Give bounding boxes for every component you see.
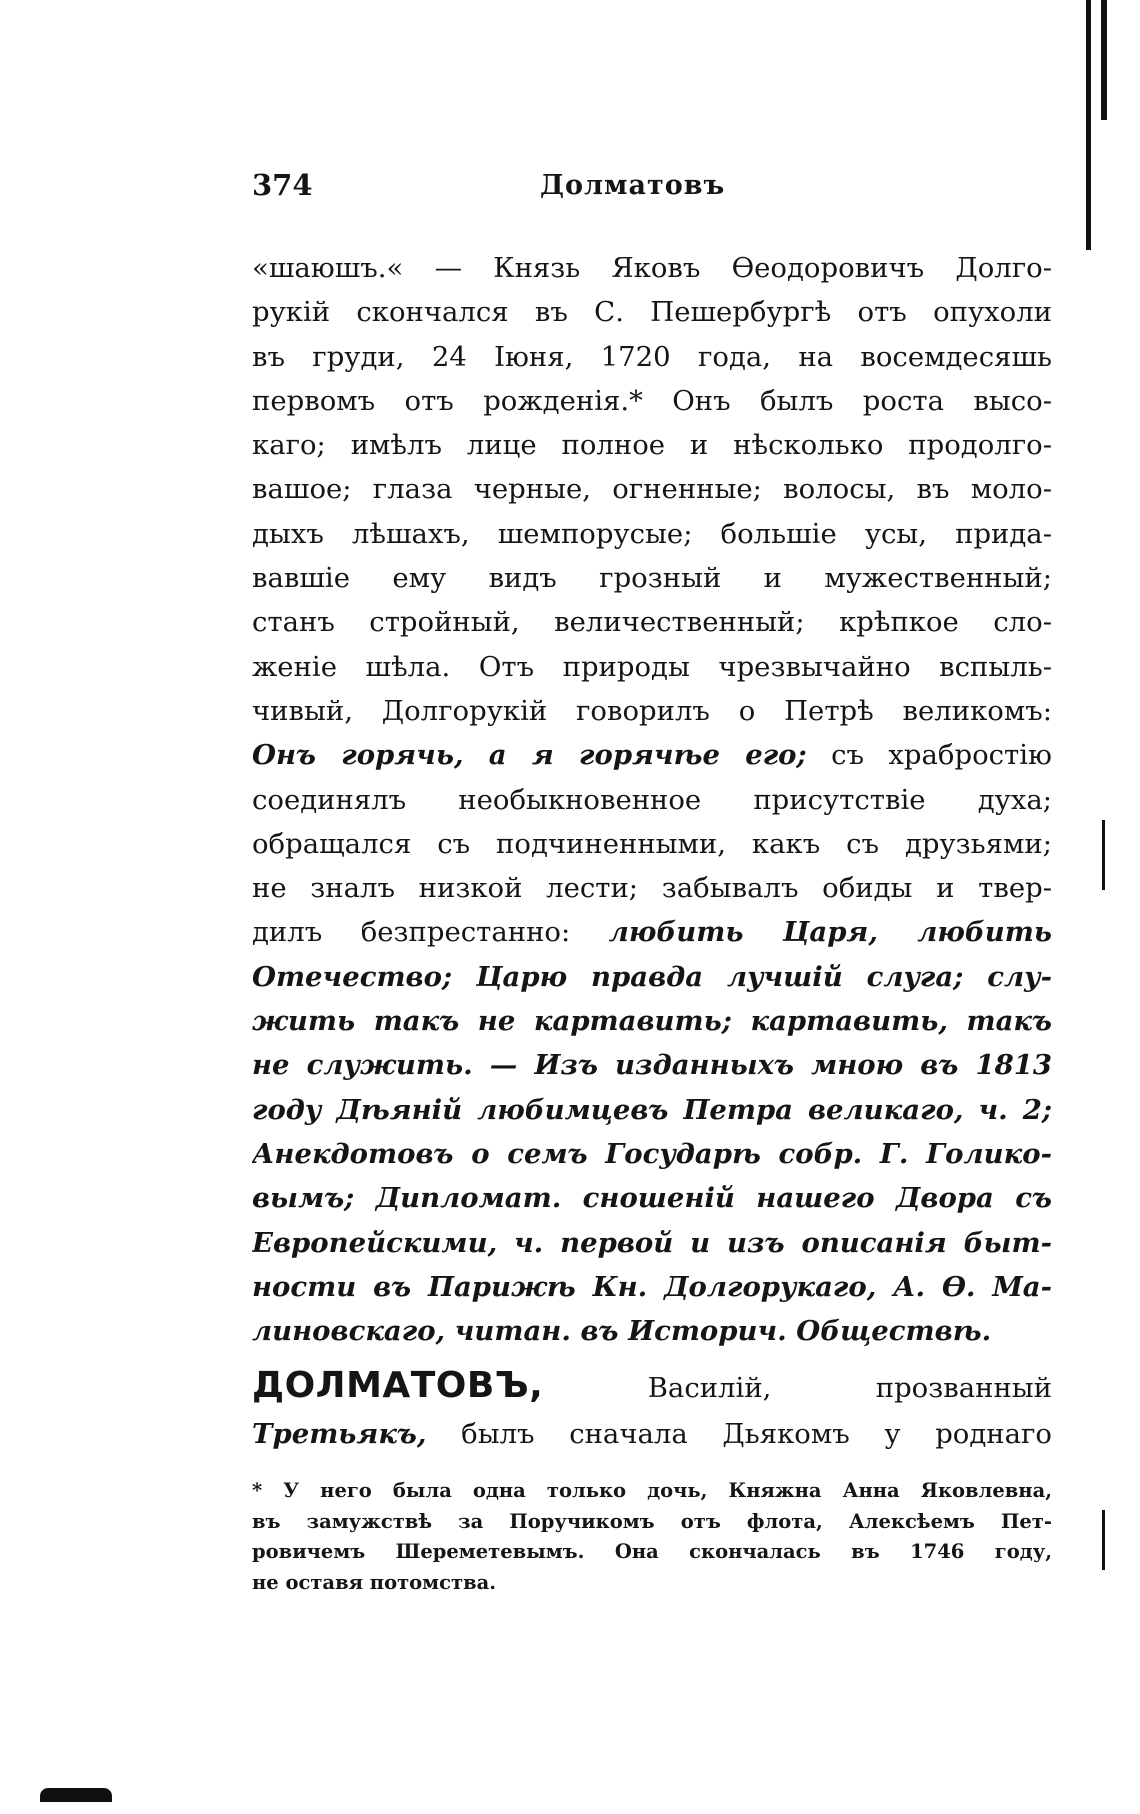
italic-text: году Дѣяній любимцевъ Петра великаго, ч. 2; <box>252 1093 1052 1126</box>
text-segment: дыхъ лѣшахъ, шемпорусые; большіе усы, прида- <box>252 517 1052 550</box>
scan-edge-line <box>1086 0 1091 250</box>
text-line <box>252 1309 1052 1353</box>
text-segment: соединялъ необыкновенное присутствіе духа; <box>252 783 1052 816</box>
text-segment: «шаюшъ.« — Князь Яковъ Ѳеодоровичъ Долго- <box>252 252 1052 284</box>
body-text <box>252 246 1052 1353</box>
entry-line <box>252 1362 1052 1410</box>
entry-headword: ДОЛМАТОВЪ, <box>252 1365 544 1406</box>
italic-text: жить такъ не картавить; картавить, такъ <box>252 1005 1052 1038</box>
text-line <box>252 1265 1052 1309</box>
italic-text: Онъ горячь, а я горячѣе его; <box>252 739 807 772</box>
scan-artifact <box>40 1788 112 1802</box>
italic-text: Европейскими, ч. первой и изъ описанія быт- <box>252 1226 1052 1259</box>
entry-line <box>252 1410 1052 1458</box>
text-segment: первомъ отъ рожденія.* Онъ былъ роста высо- <box>252 384 1052 417</box>
scan-edge-line <box>1102 820 1105 890</box>
entry-nickname: Третьякъ, <box>252 1418 427 1450</box>
text-line <box>252 290 1052 334</box>
text-line <box>252 1043 1052 1087</box>
italic-text: вымъ; Дипломат. сношеній нашего Двора съ <box>252 1182 1052 1215</box>
page-number: 374 <box>252 168 313 202</box>
text-line <box>252 467 1052 511</box>
text-line <box>252 1176 1052 1220</box>
italic-text: любить Царя, любить <box>608 916 1052 949</box>
text-line <box>252 246 1052 290</box>
text-line <box>252 955 1052 999</box>
text-segment: обращался съ подчиненными, какъ съ друзьями; <box>252 827 1052 860</box>
text-line <box>252 645 1052 689</box>
text-line <box>252 335 1052 379</box>
text-line <box>252 512 1052 556</box>
text-line <box>252 379 1052 423</box>
text-segment: рукій скончался въ С. Пешербургѣ отъ опухоли <box>252 296 1052 329</box>
text-line <box>252 1088 1052 1132</box>
text-line <box>252 1221 1052 1265</box>
text-segment: не зналъ низкой лести; забывалъ обиды и твер- <box>252 872 1052 905</box>
text-segment: въ груди, 24 Іюня, 1720 года, на восемдесяшь <box>252 340 1052 373</box>
text-segment: вавшіе ему видъ грозный и мужественный; <box>252 562 1052 595</box>
text-line <box>252 778 1052 822</box>
footnote-line: * У него была одна только дочь, Княжна Анна Яковлевна, <box>252 1479 1052 1502</box>
italic-text: ности въ Парижѣ Кн. Долгорукаго, А. Ѳ. Ма- <box>252 1270 1052 1303</box>
text-line <box>252 423 1052 467</box>
text-line <box>252 866 1052 910</box>
text-line <box>252 822 1052 866</box>
footnote-line: не оставя потомства. <box>252 1570 497 1594</box>
footnote-line: ровичемъ Шереметевымъ. Она скончалась въ 1746 году, <box>252 1540 1052 1563</box>
text-line <box>252 910 1052 954</box>
text-segment: каго; имѣлъ лице полное и нѣсколько продолго- <box>252 429 1052 462</box>
text-segment: съ храбростію <box>806 739 1052 772</box>
entry-block <box>252 1362 1052 1458</box>
text-line <box>252 600 1052 644</box>
footnote <box>252 1476 1052 1598</box>
text-line <box>252 733 1052 777</box>
text-segment: дилъ безпрестанно: <box>252 916 609 949</box>
text-segment: женіе шѣла. Отъ природы чрезвычайно вспыль- <box>252 650 1052 683</box>
italic-text: линовскаго, читан. въ Историч. Обществѣ. <box>252 1315 992 1348</box>
text-line <box>252 999 1052 1043</box>
scan-edge-line <box>1102 1510 1105 1570</box>
footnote-line: въ замужствѣ за Поручикомъ отъ флота, Алексѣемъ Пет- <box>252 1509 1052 1533</box>
running-head <box>252 168 1052 208</box>
text-segment: вашое; глаза черные, огненные; волосы, въ моло- <box>252 473 1052 506</box>
italic-text: Отечество; Царю правда лучшій слуга; слу- <box>252 960 1052 993</box>
entry-line-text: былъ сначала Дьякомъ у роднаго <box>426 1418 1052 1450</box>
scan-edge-line <box>1101 0 1107 120</box>
italic-text: Анекдотовъ о семъ Государѣ собр. Г. Голико- <box>252 1137 1052 1170</box>
entry-line-text: Василій, прозванный <box>543 1372 1052 1404</box>
text-line <box>252 556 1052 600</box>
running-title: Долматовъ <box>540 170 726 201</box>
text-line <box>252 1132 1052 1176</box>
italic-text: не служить. — Изъ изданныхъ мною въ 1813 <box>252 1049 1052 1082</box>
text-line <box>252 689 1052 733</box>
text-segment: чивый, Долгорукій говорилъ о Петрѣ великомъ: <box>252 694 1052 727</box>
text-segment: станъ стройный, величественный; крѣпкое сло- <box>252 606 1052 639</box>
